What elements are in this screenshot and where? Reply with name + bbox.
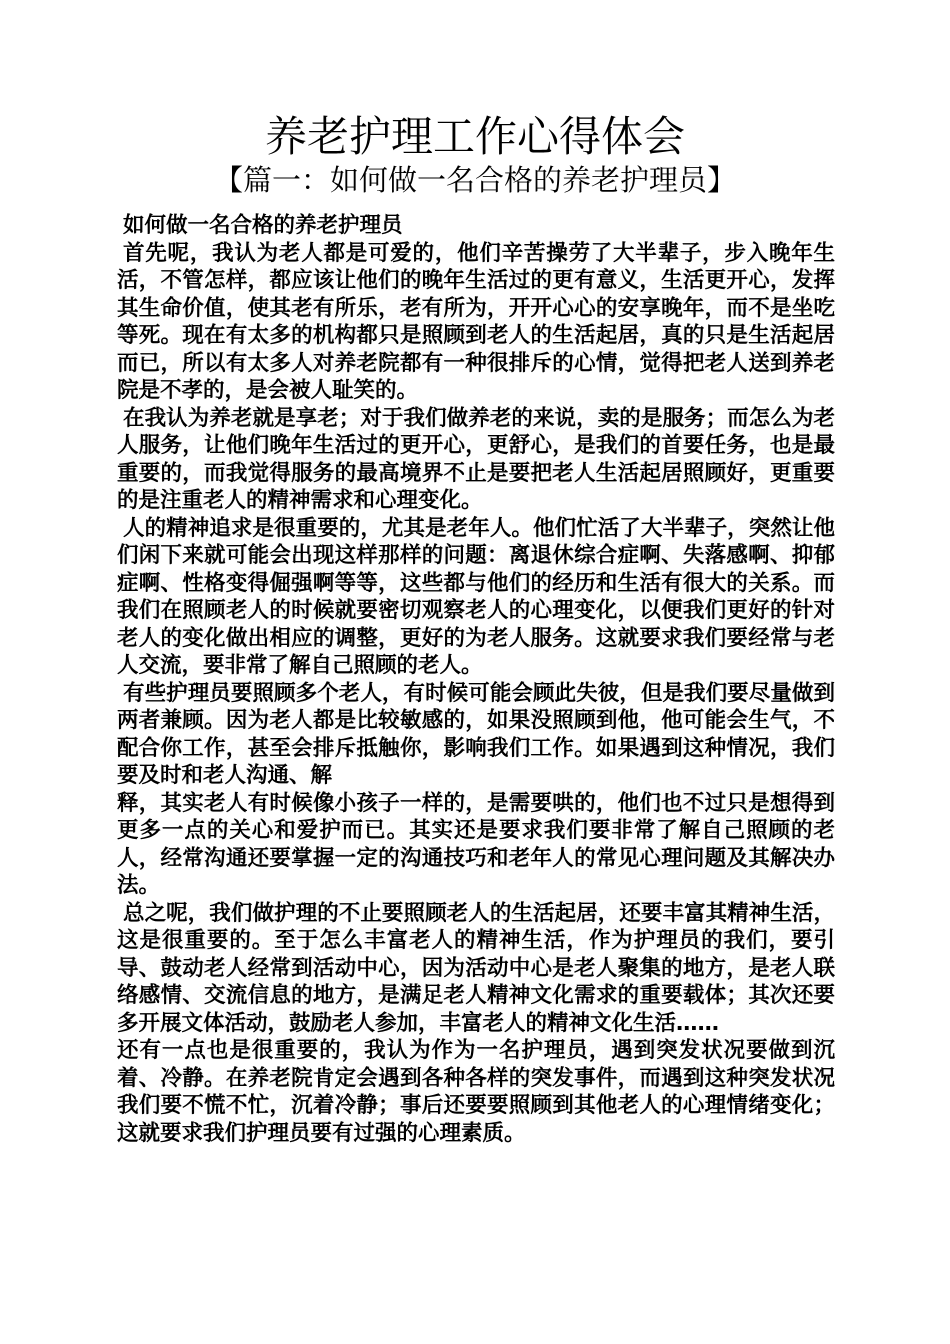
paragraph-6: 总之呢，我们做护理的不止要照顾老人的生活起居，还要丰富其精神生活，这是很重要的。至于怎么丰富老人的精神生活，作为护理员的我们，要引导、鼓动老人经常到活动中心，因为活动中心是老人聚集的地方，是老人联络感情、交流信息的地方，是满足老人精神文化需求的重要载体；其次还要多开展文体活动，鼓励老人参加，丰富老人的精神文化生活…… bbox=[117, 900, 835, 1036]
document-body bbox=[117, 212, 835, 1147]
paragraph-5: 释，其实老人有时候像小孩子一样的，是需要哄的，他们也不过只是想得到更多一点的关心和爱护而已。其实还是要求我们要非常了解自己照顾的老人，经常沟通还要掌握一定的沟通技巧和老年人的常见心理问题及其解决办法。 bbox=[117, 790, 835, 898]
paragraph-3: 人的精神追求是很重要的，尤其是老年人。他们忙活了大半辈子，突然让他们闲下来就可能会出现这样那样的问题：离退休综合症啊、失落感啊、抑郁症啊、性格变得倔强啊等等，这些都与他们的经历和生活有很大的关系。而我们在照顾老人的时候就要密切观察老人的心理变化，以便我们更好的针对老人的变化做出相应的调整，更好的为老人服务。这就要求我们要经常与老人交流，要非常了解自己照顾的老人。 bbox=[117, 515, 835, 678]
paragraph-4: 有些护理员要照顾多个老人，有时候可能会顾此失彼，但是我们要尽量做到两者兼顾。因为老人都是比较敏感的，如果没照顾到他，他可能会生气，不配合你工作，甚至会排斥抵触你，影响我们工作。如果遇到这种情况，我们要及时和老人沟通、解 bbox=[117, 680, 835, 788]
paragraph-7: 还有一点也是很重要的，我认为作为一名护理员，遇到突发状况要做到沉着、冷静。在养老院肯定会遇到各种各样的突发事件，而遇到这种突发状况我们要不慌不忙，沉着冷静；事后还要要照顾到其他老人的心理情绪变化；这就要求我们护理员要有过强的心理素质。 bbox=[117, 1038, 835, 1146]
document-subtitle: 【篇一：如何做一名合格的养老护理员】 bbox=[213, 163, 736, 197]
document-title: 养老护理工作心得体会 bbox=[264, 112, 685, 161]
paragraph-2: 在我认为养老就是享老；对于我们做养老的来说，卖的是服务；而怎么为老人服务，让他们晚年生活过的更开心，更舒心，是我们的首要任务，也是最重要的，而我觉得服务的最高境界不止是要把老人生活起居照顾好，更重要的是注重老人的精神需求和心理变化。 bbox=[117, 405, 835, 513]
paragraph-1: 首先呢，我认为老人都是可爱的，他们辛苦操劳了大半辈子，步入晚年生活，不管怎样，都应该让他们的晚年生活过的更有意义，生活更开心，发挥其生命价值，使其老有所乐，老有所为，开开心心的安享晚年，而不是坐吃等死。现在有太多的机构都只是照顾到老人的生活起居，真的只是生活起居而已，所以有太多人对养老院都有一种很排斥的心情，觉得把老人送到养老院是不孝的，是会被人耻笑的。 bbox=[117, 240, 835, 403]
section-heading: 如何做一名合格的养老护理员 bbox=[123, 213, 403, 238]
